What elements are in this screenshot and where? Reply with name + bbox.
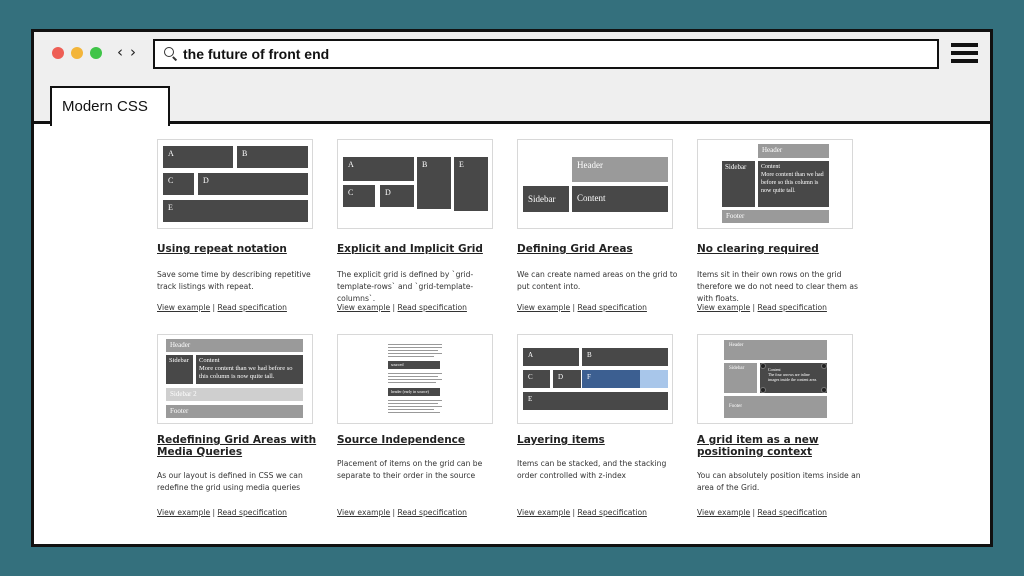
grid-item-c: C <box>523 370 550 388</box>
card-title-link[interactable]: Defining Grid Areas <box>517 243 633 255</box>
read-specification-link[interactable]: Read specification <box>217 303 287 312</box>
card-thumbnail[interactable] <box>157 139 313 229</box>
grid-area-sidebar-2: Sidebar 2 <box>166 388 303 401</box>
card-description: Save some time by describing repetitive track listings with repeat. <box>157 270 311 291</box>
card-title-link[interactable]: Using repeat notation <box>157 243 287 255</box>
link-separator: | <box>752 508 756 517</box>
card-thumbnail[interactable] <box>697 334 853 424</box>
arrow-image-top-right <box>821 363 827 369</box>
arrow-image-top-left <box>760 363 766 369</box>
card-title-link[interactable]: Explicit and Implicit Grid <box>337 243 483 255</box>
grid-item-c: C <box>163 173 194 195</box>
search-icon <box>164 47 174 57</box>
card-description: Items can be stacked, and the stacking order controlled with z-index <box>517 459 667 480</box>
card-thumbnail[interactable] <box>337 139 493 229</box>
arrow-image-bottom-left <box>760 387 766 393</box>
card-thumbnail[interactable] <box>697 139 853 229</box>
grid-item-a: A <box>523 348 579 366</box>
link-separator: | <box>392 303 396 312</box>
tab-label: Modern CSS <box>62 98 148 115</box>
card-title-link[interactable]: Layering items <box>517 434 605 446</box>
source-block-1: sourced <box>388 361 440 369</box>
menu-icon[interactable] <box>951 43 978 64</box>
view-example-link[interactable]: View example <box>517 508 571 517</box>
view-example-link[interactable]: View example <box>697 508 751 517</box>
page-content <box>34 124 990 544</box>
card-links <box>517 303 647 312</box>
card-description: You can absolutely position items inside an area of the Grid. <box>697 471 861 492</box>
card-links <box>697 508 827 517</box>
grid-area-footer: Footer <box>724 396 827 418</box>
grid-area-header: Header <box>724 340 827 360</box>
grid-item-b: B <box>237 146 308 168</box>
read-specification-link[interactable]: Read specification <box>397 508 467 517</box>
card-description: Items sit in their own rows on the grid therefore we do not need to clear them as with floats. <box>697 270 858 303</box>
grid-item-e: E <box>454 157 488 211</box>
browser-window <box>31 29 993 547</box>
card-thumbnail[interactable] <box>517 334 673 424</box>
card-links <box>337 303 467 312</box>
arrow-image-bottom-right <box>821 387 827 393</box>
read-specification-link[interactable]: Read specification <box>577 303 647 312</box>
card-links <box>517 508 647 517</box>
read-specification-link[interactable]: Read specification <box>757 303 827 312</box>
grid-area-sidebar: Sidebar <box>722 161 755 207</box>
grid-area-header: Header <box>572 157 668 182</box>
grid-area-header: Header <box>758 144 829 158</box>
card-thumbnail[interactable] <box>337 334 493 424</box>
link-separator: | <box>212 303 216 312</box>
card-description: As our layout is defined in CSS we can redefine the grid using media queries <box>157 471 303 492</box>
view-example-link[interactable]: View example <box>337 303 391 312</box>
card-title-link[interactable]: No clearing required <box>697 243 819 255</box>
view-example-link[interactable]: View example <box>337 508 391 517</box>
grid-item-d: D <box>198 173 308 195</box>
card-thumbnail[interactable] <box>157 334 313 424</box>
card-description: We can create named areas on the grid to put content into. <box>517 270 678 291</box>
card-links <box>697 303 827 312</box>
browser-toolbar <box>34 32 990 124</box>
card-title-link[interactable]: A grid item as a new positioning context <box>697 434 819 458</box>
link-separator: | <box>572 508 576 517</box>
card-title-link[interactable]: Redefining Grid Areas with Media Queries <box>157 434 317 458</box>
grid-area-content: Content The four arrows are inline images inside the content area. <box>760 363 827 393</box>
view-example-link[interactable]: View example <box>157 303 211 312</box>
link-separator: | <box>752 303 756 312</box>
grid-item-f: F <box>582 370 640 388</box>
close-window-button[interactable] <box>52 47 64 59</box>
grid-item-c: C <box>343 185 375 207</box>
grid-item-a: A <box>163 146 233 168</box>
card-links <box>337 508 467 517</box>
grid-area-content: Content <box>572 186 668 212</box>
maximize-window-button[interactable] <box>90 47 102 59</box>
link-separator: | <box>212 508 216 517</box>
grid-item-e: E <box>523 392 668 410</box>
grid-area-header: Header <box>166 339 303 352</box>
minimize-window-button[interactable] <box>71 47 83 59</box>
grid-item-d: D <box>553 370 581 388</box>
grid-area-content: Content More content than we had before so this column is now quite tall. <box>196 355 303 384</box>
read-specification-link[interactable]: Read specification <box>217 508 287 517</box>
grid-item-b: B <box>417 157 451 209</box>
read-specification-link[interactable]: Read specification <box>577 508 647 517</box>
card-description: The explicit grid is defined by `grid-template-rows` and `grid-template-columns`. <box>337 270 474 303</box>
card-thumbnail[interactable] <box>517 139 673 229</box>
grid-item-e: E <box>163 200 308 222</box>
grid-area-sidebar: Sidebar <box>523 186 569 212</box>
back-arrow-icon[interactable]: ‹ <box>117 43 123 61</box>
view-example-link[interactable]: View example <box>157 508 211 517</box>
grid-area-sidebar: Sidebar <box>724 363 757 393</box>
card-links <box>157 508 287 517</box>
tab-modern-css[interactable] <box>50 86 170 126</box>
forward-arrow-icon[interactable]: › <box>130 43 136 61</box>
link-separator: | <box>392 508 396 517</box>
read-specification-link[interactable]: Read specification <box>757 508 827 517</box>
grid-area-content: Content More content than we had before so this column is now quite tall. <box>758 161 829 207</box>
address-bar[interactable] <box>153 39 939 69</box>
link-separator: | <box>572 303 576 312</box>
card-title-link[interactable]: Source Independence <box>337 434 466 446</box>
grid-area-sidebar: Sidebar <box>166 355 193 384</box>
card-description: Placement of items on the grid can be separate to their order in the source <box>337 459 483 480</box>
grid-item-a: A <box>343 157 414 181</box>
view-example-link[interactable]: View example <box>517 303 571 312</box>
source-block-2: header (early in source) <box>388 388 440 396</box>
grid-area-footer: Footer <box>722 210 829 223</box>
grid-item-d: D <box>380 185 414 207</box>
view-example-link[interactable]: View example <box>697 303 751 312</box>
address-bar-text[interactable]: the future of front end <box>183 46 330 62</box>
card-links <box>157 303 287 312</box>
read-specification-link[interactable]: Read specification <box>397 303 467 312</box>
grid-area-footer: Footer <box>166 405 303 418</box>
grid-item-b: B <box>582 348 668 366</box>
